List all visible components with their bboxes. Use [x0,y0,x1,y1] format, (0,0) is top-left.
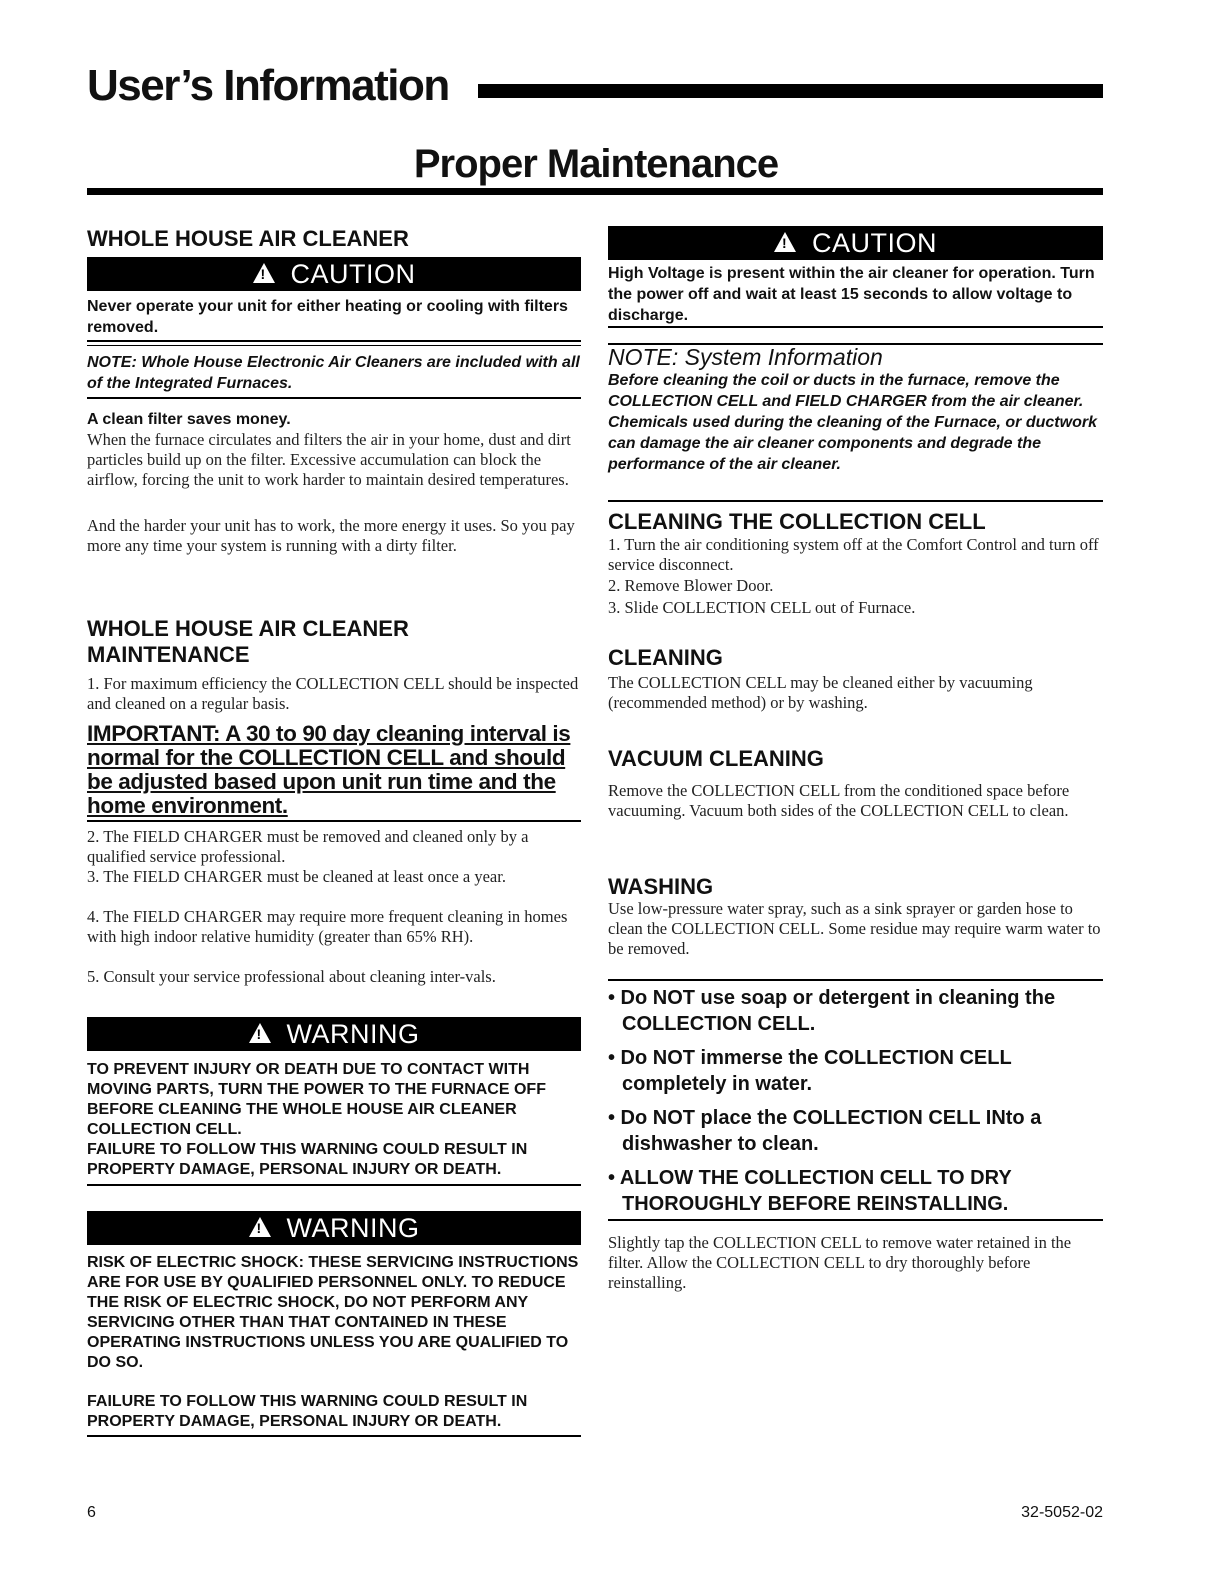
warning-text: RISK OF ELECTRIC SHOCK: THESE SERVICING INSTRUCTIONS ARE FOR USE BY QUALIFIED PERSONNEL ONLY. TO REDUCE THE RISK OF ELECTRIC SHOCK, DO NOT PERFORM ANY SERVICING OTHER THAN THAT CONTAINED IN THESE OPERATING INSTRUCTIONS UNLESS YOU ARE QUALIFIED TO DO SO. [87,1254,579,1371]
cell-step-2: 2. Remove Blower Door. [608,576,774,595]
divider [87,397,581,399]
note-text: NOTE: Whole House Electronic Air Cleaners are included with all of the Integrated Furnaces. [87,354,580,392]
heading-cleaning-collection-cell: CLEANING THE COLLECTION CELL [608,509,986,534]
warning-banner [87,1017,581,1051]
warning-triangle-icon [249,1217,271,1237]
warning-label: WARNING [286,1213,420,1243]
heading-vacuum-cleaning: VACUUM CLEANING [608,746,824,771]
vacuum-text: Remove the COLLECTION CELL from the conditioned space before vacuuming. Vacuum both sides of the COLLECTION CELL to clean. [608,781,1070,820]
heading-washing: WASHING [608,874,714,899]
warning-consequence: FAILURE TO FOLLOW THIS WARNING COULD RESULT IN PROPERTY DAMAGE, PERSONAL INJURY OR DEATH. [87,1141,528,1178]
page-title: Proper Maintenance [413,142,779,186]
filter-heading: A clean filter saves money. [87,411,291,428]
divider [87,820,581,822]
divider [608,326,1103,328]
maintenance-step-1: 1. For maximum efficiency the COLLECTION CELL should be inspected and cleaned on a regular basis. [87,674,579,713]
heading-cleaning: CLEANING [608,645,723,670]
note-title: NOTE: System Information [608,344,883,370]
washing-text: Use low-pressure water spray, such as a sink sprayer or garden hose to clean the COLLECTION CELL. Some residue may require warm water to be removed. [608,899,1101,958]
important-note: IMPORTANT: A 30 to 90 day cleaning interval is normal for the COLLECTION CELL and should be adjusted based upon unit run time and the home environment. [87,721,571,818]
page-number: 6 [87,1504,96,1521]
title-rule [87,188,1103,195]
warning-label: WARNING [286,1019,420,1049]
warning-consequence: FAILURE TO FOLLOW THIS WARNING COULD RESULT IN PROPERTY DAMAGE, PERSONAL INJURY OR DEATH. [87,1393,528,1430]
header-rule [478,84,1103,98]
caution-banner [608,226,1103,260]
final-text: Slightly tap the COLLECTION CELL to remove water retained in the filter. Allow the COLLECTION CELL to dry thoroughly before reinstalling. [608,1233,1072,1292]
list-item: • Do NOT use soap or detergent in cleaning the COLLECTION CELL. [608,987,1056,1035]
list-item: • Do NOT place the COLLECTION CELL INto a dishwasher to clean. [608,1107,1042,1155]
caution-text: Never operate your unit for either heating or cooling with filters removed. [87,298,568,336]
maintenance-step-5: 5. Consult your service professional about cleaning inter-vals. [87,967,496,986]
divider [87,345,581,346]
maintenance-step-2: 2. The FIELD CHARGER must be removed and cleaned only by a qualified service professional. [87,827,529,866]
document-number: 32-5052-02 [1021,1504,1103,1521]
caution-label: CAUTION [290,259,416,289]
filter-paragraph-1: When the furnace circulates and filters the air in your home, dust and dirt particles build up on the filter. Excessive accumulation can block the airflow, forcing the unit to work harder to maintain desired temperatures. [87,430,571,489]
divider [87,1435,581,1437]
warning-banner [87,1211,581,1245]
divider [608,500,1103,502]
warning-triangle-icon [774,232,796,252]
section-title: User’s Information [87,61,449,110]
caution-banner [87,257,581,291]
divider [87,1184,581,1186]
divider [608,979,1103,981]
cleaning-text: The COLLECTION CELL may be cleaned either by vacuuming (recommended method) or by washing. [608,673,1033,712]
warning-text: TO PREVENT INJURY OR DEATH DUE TO CONTACT WITH MOVING PARTS, TURN THE POWER TO THE FURNACE OFF BEFORE CLEANING THE WHOLE HOUSE AIR CLEANER COLLECTION CELL. [87,1061,546,1138]
cell-step-3: 3. Slide COLLECTION CELL out of Furnace. [608,598,916,617]
caution-text: High Voltage is present within the air cleaner for operation. Turn the power off and wait at least 15 seconds to allow voltage to discharge. [608,265,1095,324]
list-item: • Do NOT immerse the COLLECTION CELL completely in water. [608,1047,1012,1095]
note-text: Before cleaning the coil or ducts in the furnace, remove the COLLECTION CELL and FIELD CHARGER from the air cleaner. Chemicals used during the cleaning of the Furnace, or ductwork can damage the air cleaner components and degrade the performance of the air cleaner. [608,372,1097,473]
warning-triangle-icon [253,263,275,283]
heading-whole-house-air-cleaner: WHOLE HOUSE AIR CLEANER [87,226,409,251]
divider [608,1219,1103,1221]
caution-label: CAUTION [812,228,937,258]
list-item: • ALLOW THE COLLECTION CELL TO DRY THOROUGHLY BEFORE REINSTALLING. [608,1167,1012,1215]
maintenance-step-4: 4. The FIELD CHARGER may require more frequent cleaning in homes with high indoor relative humidity (greater than 65% RH). [87,907,568,946]
cell-step-1: 1. Turn the air conditioning system off at the Comfort Control and turn off service disconnect. [608,535,1099,574]
bullet-list [608,985,1103,1225]
heading-maintenance: WHOLE HOUSE AIR CLEANER MAINTENANCE [87,616,409,667]
divider [87,340,581,342]
filter-paragraph-2: And the harder your unit has to work, the more energy it uses. So you pay more any time your system is running with a dirty filter. [87,516,575,555]
warning-triangle-icon [249,1023,271,1043]
maintenance-step-3: 3. The FIELD CHARGER must be cleaned at least once a year. [87,867,506,886]
